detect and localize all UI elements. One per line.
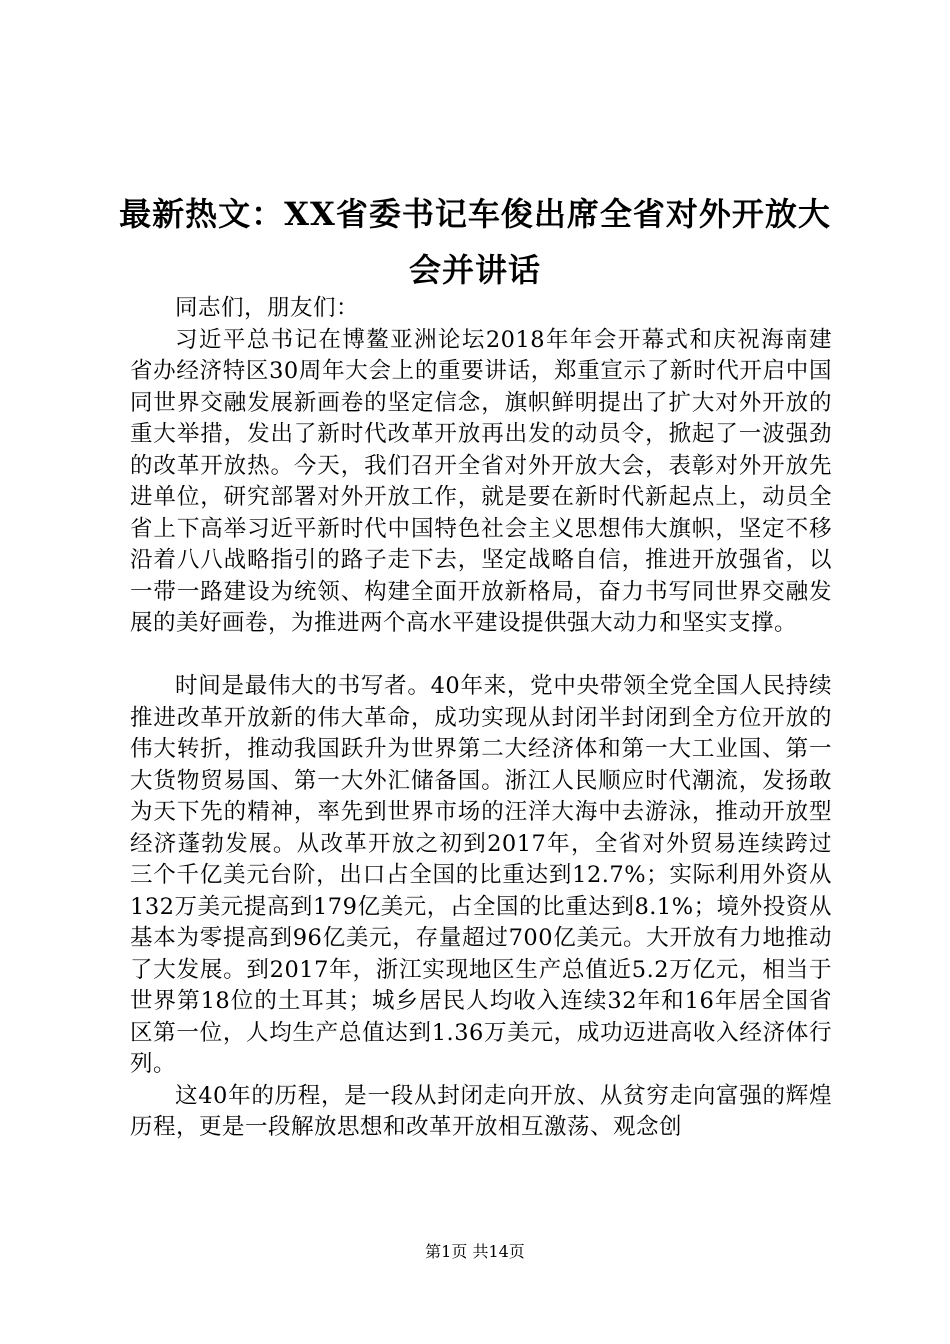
document-title: 最新热文：XX省委书记车俊出席全省对外开放大会并讲话 [119,195,831,289]
salutation: 同志们，朋友们： [175,295,360,321]
paragraph-1: 习近平总书记在博鳌亚洲论坛2018年年会开幕式和庆祝海南建省办经济特区30周年大会上的重要讲话，郑重宣示了新时代开启中国同世界交融发展新画卷的坚定信念，旗帜鲜明提出了扩大对外开放的重大举措，发出了新时代改革开放再出发的动员令，掀起了一波强劲的改革开放热。今天，我们召开全省对外开放大会，表彰对外开放先进单位，研究部署对外开放工作，就是要在新时代新起点上，动员全省上下高举习近平新时代中国特色社会主义思想伟大旗帜，坚定不移沿着八八战略指引的路子走下去，坚定战略自信，推进开放强省，以一带一路建设为统领、构建全面开放新格局，奋力书写同世界交融发展的美好画卷，为推进两个高水平建设提供强大动力和坚实支撑。 [130,326,832,636]
paragraph-2: 时间是最伟大的书写者。40年来，党中央带领全党全国人民持续推进改革开放新的伟大革命，成功实现从封闭半封闭到全方位开放的伟大转折，推动我国跃升为世界第二大经济体和第一大工业国、第一大货物贸易国、第一大外汇储备国。浙江人民顺应时代潮流，发扬敢为天下先的精神，率先到世界市场的汪洋大海中去游泳，推动开放型经济蓬勃发展。从改革开放之初到2017年，全省对外贸易连续跨过三个千亿美元台阶，出口占全国的比重达到12.7%；实际利用外资从132万美元提高到179亿美元，占全国的比重达到8.1%；境外投资从基本为零提高到96亿美元，存量超过700亿美元。大开放有力地推动了大发展。到2017年，浙江实现地区生产总值近5.2万亿元，相当于世界第18位的土耳其；城乡居民人均收入连续32年和16年居全国省区第一位，人均生产总值达到1.36万美元，成功迈进高收入经济体行列。 [130,673,832,1077]
page-footer: 第1页 共14页 [425,1242,525,1261]
document-body [130,293,832,1144]
paragraph-3: 这40年的历程，是一段从封闭走向开放、从贫穷走向富强的辉煌历程，更是一段解放思想和改革开放相互激荡、观念创 [130,1082,832,1140]
